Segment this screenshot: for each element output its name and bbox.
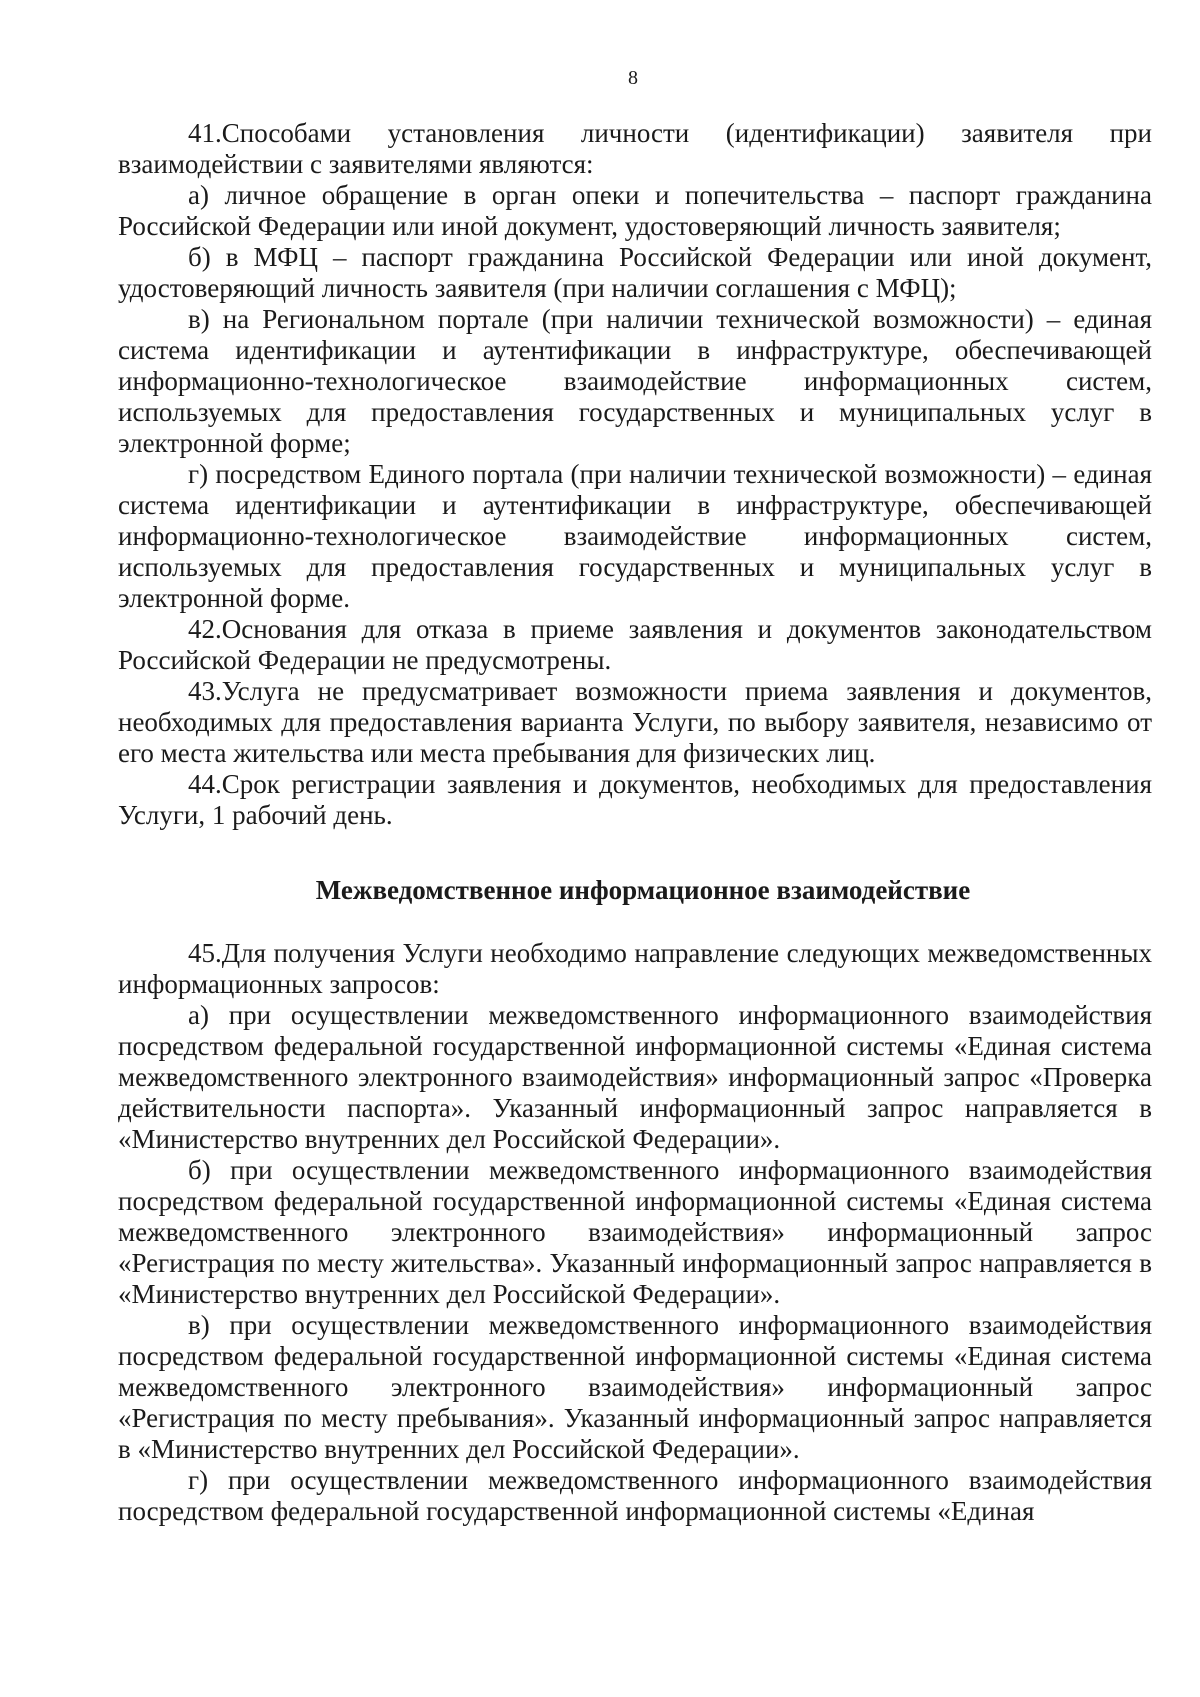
paragraph-42: 42.Основания для отказа в приеме заявления и документов законодательством Российской Федерации не предусмотрены.: [118, 614, 1152, 675]
paragraph-43: 43.Услуга не предусматривает возможности приема заявления и документов, необходимых для предоставления варианта Услуги, по выбору заявителя, независимо от его места жительства или места пребывания для физических лиц.: [118, 676, 1152, 768]
paragraph-45-g: г) при осуществлении межведомственного информационного взаимодействия посредством федеральной государственной информационной системы «Единая: [118, 1465, 1152, 1526]
paragraph-41-g: г) посредством Единого портала (при наличии технической возможности) – единая система идентификации и аутентификации в инфраструктуре, обеспечивающей информационно-технологическое взаимодействие информационных систем, используемых для предоставления государственных и муниципальных услуг в электронной форме.: [118, 459, 1152, 613]
paragraph-41-b: б) в МФЦ – паспорт гражданина Российской Федерации или иной документ, удостоверяющий личность заявителя (при наличии соглашения с МФЦ);: [118, 242, 1152, 303]
document-body: [118, 118, 1152, 1527]
paragraph-45-b: б) при осуществлении межведомственного информационного взаимодействия посредством федеральной государственной информационной системы «Единая система межведомственного электронного взаимодействия» информационный запрос «Регистрация по месту жительства». Указанный информационный запрос направляется в «Министерство внутренних дел Российской Федерации».: [118, 1155, 1152, 1309]
paragraph-45-v: в) при осуществлении межведомственного информационного взаимодействия посредством федеральной государственной информационной системы «Единая система межведомственного электронного взаимодействия» информационный запрос «Регистрация по месту пребывания». Указанный информационный запрос направляется в «Министерство внутренних дел Российской Федерации».: [118, 1310, 1152, 1464]
paragraph-41: 41.Способами установления личности (идентификации) заявителя при взаимодействии с заявителями являются:: [118, 118, 1152, 179]
page-number: 8: [628, 67, 638, 89]
paragraph-41-a: а) личное обращение в орган опеки и попечительства – паспорт гражданина Российской Федерации или иной документ, удостоверяющий личность заявителя;: [118, 180, 1152, 241]
section-heading: Межведомственное информационное взаимодействие: [315, 875, 971, 905]
paragraph-44: 44.Срок регистрации заявления и документов, необходимых для предоставления Услуги, 1 рабочий день.: [118, 769, 1152, 830]
paragraph-41-v: в) на Региональном портале (при наличии технической возможности) – единая система идентификации и аутентификации в инфраструктуре, обеспечивающей информационно-технологическое взаимодействие информационных систем, используемых для предоставления государственных и муниципальных услуг в электронной форме;: [118, 304, 1152, 458]
paragraph-45-a: а) при осуществлении межведомственного информационного взаимодействия посредством федеральной государственной информационной системы «Единая система межведомственного электронного взаимодействия» информационный запрос «Проверка действительности паспорта». Указанный информационный запрос направляется в «Министерство внутренних дел Российской Федерации».: [118, 1000, 1152, 1154]
paragraph-45: 45.Для получения Услуги необходимо направление следующих межведомственных информационных запросов:: [118, 938, 1152, 999]
